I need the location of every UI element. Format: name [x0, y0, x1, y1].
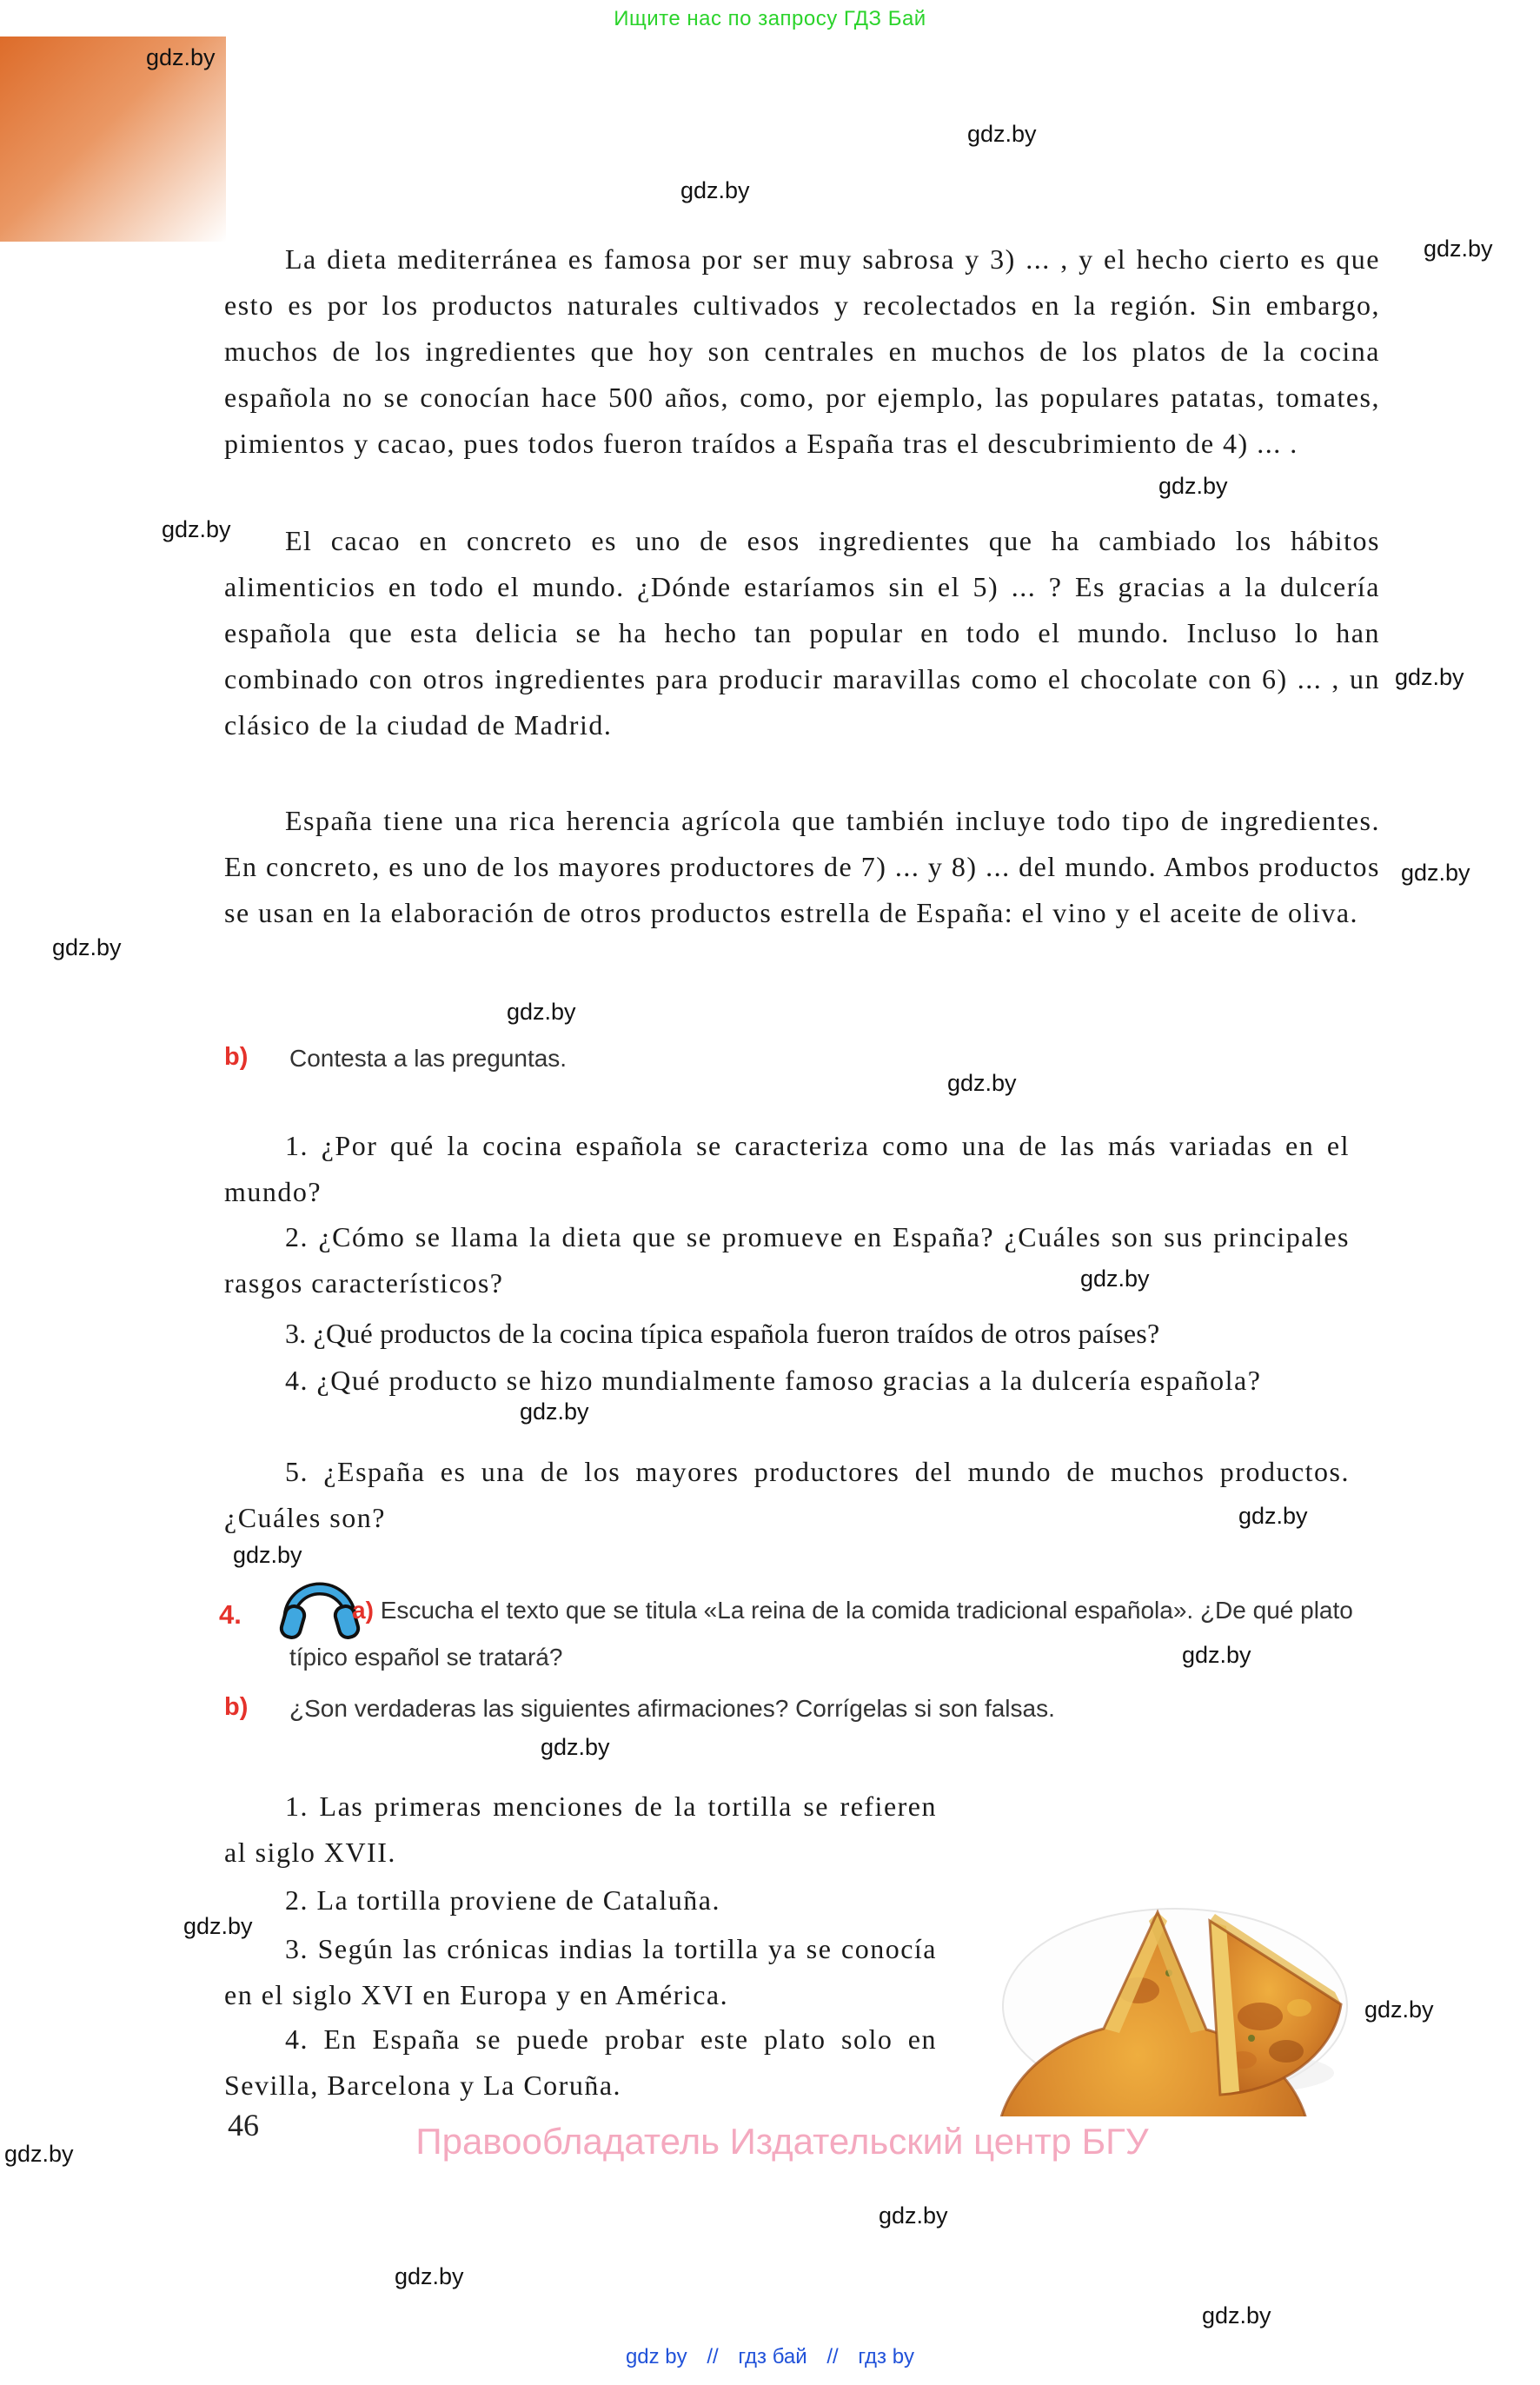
task-3b-label: b) — [224, 1043, 249, 1071]
gdz-watermark: gdz.by — [1395, 664, 1464, 690]
statement-item: 3. Según las crónicas indias la tortilla ya se conocía en el siglo XVI en Europa y en América. — [224, 1933, 937, 2010]
task-3b-instruction: Contesta a las preguntas. — [289, 1045, 568, 1072]
gdz-watermark: gdz.by — [146, 44, 216, 70]
gdz-watermark: gdz.by — [1238, 1503, 1308, 1529]
gdz-watermark: gdz.by — [541, 1734, 610, 1760]
gdz-watermark: gdz.by — [183, 1913, 253, 1939]
exercise-4b-label: b) — [224, 1693, 249, 1721]
gdz-watermark: gdz.by — [879, 2202, 948, 2229]
reading-paragraph: España tiene una rica herencia agrícola que también incluye todo tipo de ingredientes. En concreto, es uno de los mayores productores de 7) ... y 8) ... del mundo. Ambos productos se usan en la elaboración de otros productos estrella de España: el vino y el aceite de oliva. — [224, 805, 1380, 928]
gdz-watermark: gdz.by — [507, 999, 576, 1025]
gdz-watermark: gdz.by — [1080, 1266, 1150, 1292]
gdz-watermark: gdz.by — [1364, 1996, 1434, 2023]
reading-paragraph: El cacao en concreto es uno de esos ingredientes que ha cambiado los hábitos alimenticios en todo el mundo. ¿Dónde estaríamos sin el 5) ... ? Es gracias a la dulcería española que esta delicia se ha hecho tan popular en todo el mundo. Incluso lo han combinado con otros ingredientes para producir maravillas como el chocolate con 6) ... , un clásico de la ciudad de Madrid. — [224, 525, 1380, 741]
exercise-4a-instruction: Escucha el texto que se titula «La reina de la comida tradicional española». ¿De qué plato típico español se tratará? — [289, 1597, 1353, 1671]
question-item: 2. ¿Cómo se llama la dieta que se promueve en España? ¿Cuáles son sus principales rasgos característicos? — [224, 1221, 1350, 1299]
exercise-4a-line — [289, 1587, 1411, 1681]
gdz-watermark: gdz.by — [1401, 860, 1470, 886]
gdz-watermark: gdz.by — [967, 121, 1037, 147]
question-item: 4. ¿Qué producto se hizo mundialmente famoso gracias a la dulcería española? — [285, 1365, 1262, 1396]
exercise-4b-instruction: ¿Son verdaderas las siguientes afirmaciones? Corrígelas si son falsas. — [289, 1695, 1055, 1722]
footer-link[interactable]: гдз бай — [738, 2345, 807, 2368]
gdz-watermark: gdz.by — [395, 2263, 464, 2289]
footer-separator: // — [826, 2345, 839, 2368]
gdz-watermark: gdz.by — [4, 2141, 74, 2167]
gdz-watermark: gdz.by — [1202, 2302, 1271, 2329]
statement-item: 2. La tortilla proviene de Cataluña. — [285, 1884, 720, 1916]
footer-link[interactable]: гдз by — [858, 2345, 915, 2368]
page-number: 46 — [228, 2108, 259, 2143]
gdz-watermark: gdz.by — [52, 934, 122, 960]
statement-item: 1. Las primeras menciones de la tortilla se refieren al siglo XVII. — [224, 1790, 937, 1868]
footer-separator: // — [707, 2345, 719, 2368]
copyright-notice: Правообладатель Издательский центр БГУ — [415, 2121, 1149, 2162]
gdz-watermark: gdz.by — [680, 177, 750, 203]
exercise-4a-label: a) — [352, 1597, 374, 1624]
question-item: 5. ¿España es una de los mayores productores del mundo de muchos productos. ¿Cuáles son? — [224, 1456, 1350, 1533]
exercise-4-number: 4. — [219, 1599, 242, 1630]
footer-link[interactable]: gdz by — [625, 2345, 687, 2368]
gdz-watermark: gdz.by — [1424, 236, 1493, 262]
gdz-watermark: gdz.by — [162, 516, 231, 542]
gdz-watermark: gdz.by — [1182, 1642, 1251, 1668]
question-item: 3. ¿Qué productos de la cocina típica española fueron traídos de otros países? — [285, 1318, 1160, 1349]
tortilla-image — [991, 1773, 1364, 2121]
promo-banner: Ищите нас по запросу ГДЗ Бай — [614, 7, 926, 30]
gdz-watermark: gdz.by — [520, 1398, 589, 1425]
question-item: 1. ¿Por qué la cocina española se caracteriza como una de las más variadas en el mundo? — [224, 1130, 1350, 1207]
statement-item: 4. En España se puede probar este plato solo en Sevilla, Barcelona y La Coruña. — [224, 2023, 937, 2101]
footer-links-bar — [0, 2345, 1540, 2369]
gdz-watermark: gdz.by — [233, 1542, 302, 1568]
gdz-watermark: gdz.by — [1158, 473, 1228, 499]
gdz-watermark: gdz.by — [947, 1070, 1017, 1096]
reading-paragraph: La dieta mediterránea es famosa por ser muy sabrosa y 3) ... , y el hecho cierto es que esto es por los productos naturales cultivados y recolectados en la región. Sin embargo, muchos de los ingredientes que hoy son centrales en muchos de los platos de la cocina española no se conocían hace 500 años, como, por ejemplo, las populares patatas, tomates, pimientos y cacao, pues todos fueron traídos a España tras el descubrimiento de 4) ... . — [224, 243, 1380, 459]
